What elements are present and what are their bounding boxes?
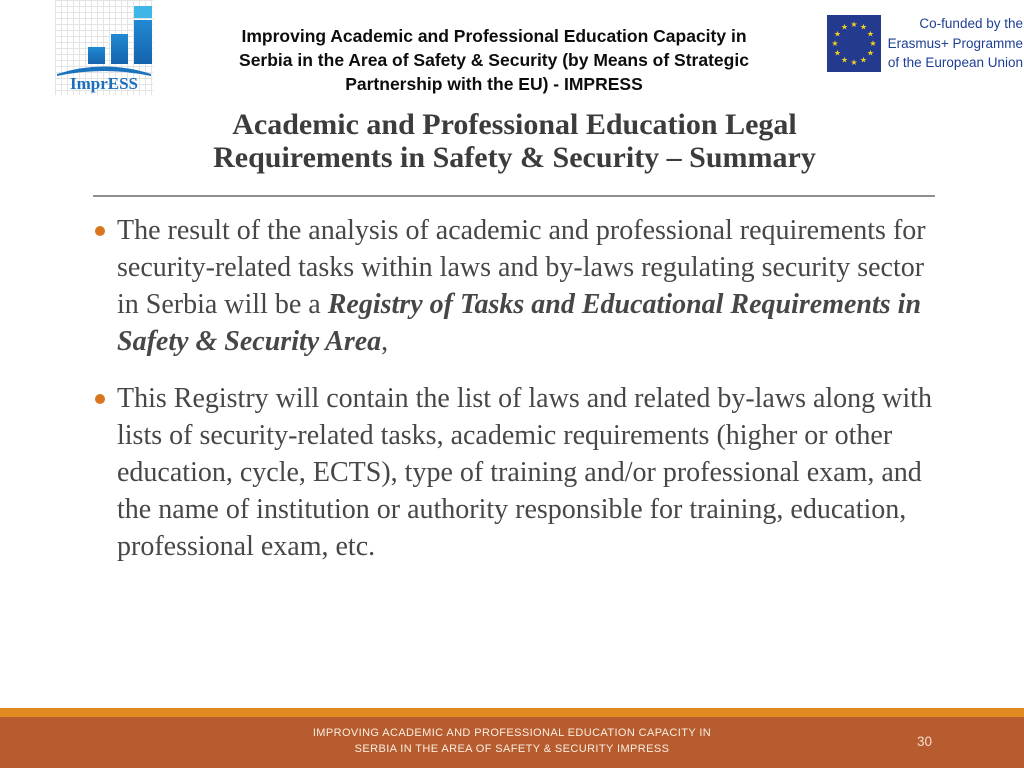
eu-text-line: Erasmus+ Programme xyxy=(887,35,1023,51)
logo-bar-chart-icon xyxy=(134,6,152,18)
svg-text:★: ★ xyxy=(859,22,868,32)
eu-text-line: of the European Union xyxy=(887,55,1023,70)
bullet-dot-icon xyxy=(93,212,117,360)
bullet-text xyxy=(117,212,935,360)
eu-text-line: Co-funded by the xyxy=(919,16,1023,31)
svg-text:★: ★ xyxy=(840,22,849,32)
bullet-text-normal: This Registry will contain the list of laws and related by-laws along with lists of security-related tasks, academic requirements (higher or other education, cycle, ECTS), type of training and/or professional exam, and the name of institution or authority responsible for training, education, professional exam, etc. xyxy=(117,383,932,562)
footer-accent-stripe xyxy=(0,708,1024,717)
svg-text:★: ★ xyxy=(833,29,842,39)
impress-logo xyxy=(55,0,153,95)
svg-text:★: ★ xyxy=(850,20,858,29)
svg-text:★: ★ xyxy=(866,29,875,39)
svg-text:★: ★ xyxy=(866,48,875,58)
slide-title-line: Academic and Professional Education Legal xyxy=(232,108,797,141)
project-title xyxy=(185,24,803,96)
svg-text:★: ★ xyxy=(840,55,849,65)
svg-text:★: ★ xyxy=(859,55,868,65)
project-title-line: Serbia in the Area of Safety & Security (by Means of Strategic xyxy=(239,50,749,70)
slide-title-line: Requirements in Safety & Security – Summary xyxy=(213,141,816,174)
project-title-line: Improving Academic and Professional Education Capacity in xyxy=(241,26,747,46)
project-title-line: Partnership with the EU) - IMPRESS xyxy=(345,74,643,94)
eu-flag-icon xyxy=(827,15,881,72)
footer-bar xyxy=(0,717,1024,768)
bullet-text-normal: The result of the analysis of academic and professional requirements for security-related tasks within laws and by-laws regulating security sector in Serbia will be a xyxy=(117,215,926,320)
svg-text:★: ★ xyxy=(850,58,858,67)
logo-wordmark: ImprESS xyxy=(69,74,139,93)
bullet-text-tail: , xyxy=(381,326,389,357)
svg-text:★: ★ xyxy=(869,39,877,48)
eu-stars-icon xyxy=(827,15,881,72)
footer-text-line: IMPROVING ACADEMIC AND PROFESSIONAL EDUCATION CAPACITY IN xyxy=(312,727,712,739)
bullet-dot-icon xyxy=(93,380,117,565)
slide-title xyxy=(92,108,937,174)
svg-text:★: ★ xyxy=(833,48,842,58)
bullet-text xyxy=(117,380,935,565)
page-number: 30 xyxy=(916,734,932,749)
bullet-item xyxy=(93,380,935,565)
footer-project-title xyxy=(212,725,812,757)
logo-bar-chart-icon xyxy=(134,20,152,64)
title-divider xyxy=(93,195,935,197)
bullet-item xyxy=(93,212,935,360)
svg-text:★: ★ xyxy=(831,39,839,48)
footer-text-line: SERBIA IN THE AREA OF SAFETY & SECURITY IMPRESS xyxy=(354,743,670,755)
eu-cofunding-text xyxy=(887,14,1023,73)
bullet-text-emphasis: Registry of Tasks and Educational Requirements in Safety & Security Area xyxy=(117,289,922,357)
slide-body xyxy=(93,212,935,585)
